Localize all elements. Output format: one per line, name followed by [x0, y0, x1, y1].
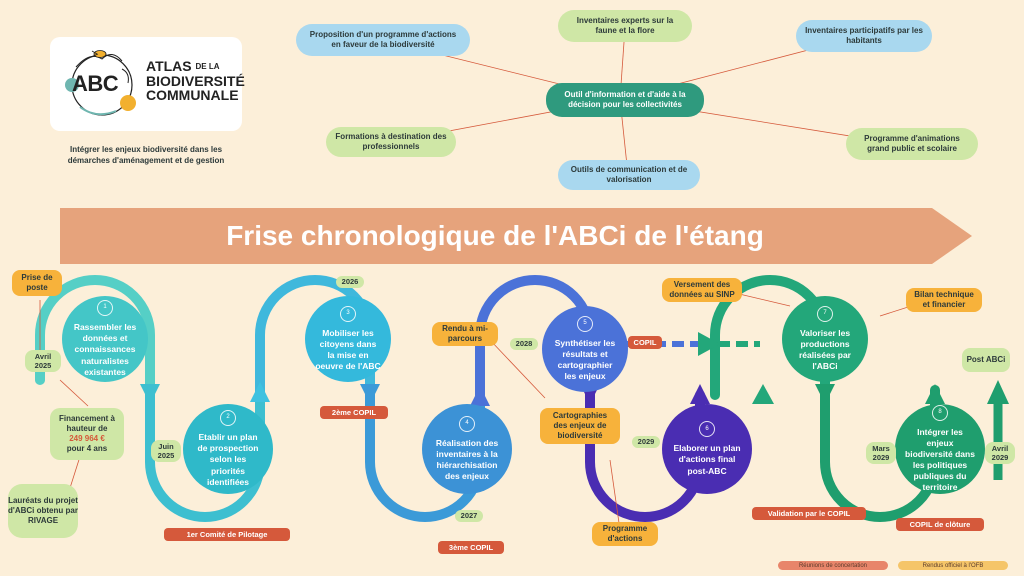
date-2026: 2026: [336, 276, 364, 288]
logo-atlas: ATLAS: [146, 58, 192, 74]
step-text: Rassembler les données et connaissances naturalistes existantes: [73, 322, 137, 377]
date-juin-2025: Juin 2025: [151, 440, 181, 462]
arrow-up-icon: [470, 386, 490, 406]
milestone-post-abci: Post ABCi: [962, 348, 1010, 372]
date-2028: 2028: [510, 338, 538, 350]
logo-de-la: DE LA: [195, 62, 220, 72]
copil-cloture: COPIL de clôture: [896, 518, 984, 531]
timeline-track: [0, 260, 1024, 576]
step-number: 3: [340, 306, 356, 322]
step-circle-6: [662, 404, 752, 494]
milestone-cartographies: Cartographies des enjeux de biodiversité: [540, 408, 620, 444]
step-circle-8: [895, 404, 985, 494]
financement-amount: 249 964 €: [69, 434, 105, 443]
step-number: 1: [97, 300, 113, 316]
financement-duration: pour 4 ans: [66, 444, 108, 453]
mindmap-proposition: Proposition d'un programme d'actions en faveur de la biodiversité: [296, 24, 470, 56]
arrow-up-icon: [752, 384, 774, 404]
date-2029: 2029: [632, 436, 660, 448]
arrow-down-icon: [140, 384, 160, 404]
banner-title: Frise chronologique de l'ABCi de l'étang: [226, 220, 764, 251]
step-number: 5: [577, 316, 593, 332]
copil-4: COPIL: [628, 336, 662, 349]
copil-2eme: 2ème COPIL: [320, 406, 388, 419]
legend-rendus: Rendus officiel à l'OFB: [898, 561, 1008, 570]
logo-biodiversite: BIODIVERSITÉ: [146, 72, 245, 89]
step-number: 2: [220, 410, 236, 426]
step-circle-4: [422, 404, 512, 494]
milestone-programme-actions: Programme d'actions: [592, 522, 658, 546]
arrow-down-icon: [815, 384, 835, 404]
step-number: 6: [699, 421, 715, 437]
date-avril-2025: Avril 2025: [25, 350, 61, 372]
milestone-bilan: Bilan technique et financier: [906, 288, 982, 312]
copil-validation: Validation par le COPIL: [752, 507, 866, 520]
tagline: Intégrer les enjeux biodiversité dans les démarches d'aménagement et de gestion: [67, 145, 225, 165]
step-text: Synthétiser les résultats et cartographier les enjeux: [554, 337, 616, 382]
step-circle-1: [62, 296, 148, 382]
step-circle-2: [183, 404, 273, 494]
step-circle-3: [305, 296, 391, 382]
arrow-up-icon: [925, 384, 945, 404]
mindmap-inventaires-experts: Inventaires experts sur la faune et la flore: [558, 10, 692, 42]
date-mars-2029: Mars 2029: [866, 442, 896, 464]
date-avril-2029: Avril 2029: [985, 442, 1015, 464]
mindmap-inventaires-participatifs: Inventaires participatifs par les habitants: [796, 20, 932, 52]
logo-communale: COMMUNALE: [146, 87, 239, 104]
step-circle-5: [542, 306, 628, 392]
logo-abc-text: ABC: [72, 71, 119, 96]
date-2027: 2027: [455, 510, 483, 522]
step-text: Etablir un plan de prospection selon les priorités identifiées: [197, 432, 259, 487]
milestone-financement: [50, 408, 124, 460]
step-text: Intégrer les enjeux biodiversité dans les politiques publiques du territoire: [905, 426, 975, 493]
step-number: 4: [459, 416, 475, 432]
step-number: 7: [817, 306, 833, 322]
copil-1er-comite: 1er Comité de Pilotage: [164, 528, 290, 541]
step-number: 8: [932, 405, 948, 421]
step-text: Valoriser les productions réalisées par l'ABCi: [799, 327, 851, 372]
milestone-laureats: Lauréats du projet d'ABCi obtenu par RIVAGE: [8, 484, 78, 538]
step-text: Elaborer un plan d'actions final post-ABC: [673, 443, 741, 476]
step-text: Réalisation des inventaires à la hiérarchisation des enjeux: [435, 437, 499, 482]
copil-3eme: 3ème COPIL: [438, 541, 504, 554]
mindmap-communication: Outils de communication et de valorisation: [558, 160, 700, 190]
milestone-versement-sinp: Versement des données au SINP: [662, 278, 742, 302]
step-circle-7: [782, 296, 868, 382]
mindmap-formations: Formations à destination des professionnels: [326, 127, 456, 157]
arrow-up-icon: [690, 384, 710, 404]
arrow-down-icon: [360, 384, 380, 404]
legend-reunions: Réunions de concertation: [778, 561, 888, 570]
mindmap-center-outil: Outil d'information et d'aide à la décision pour les collectivités: [546, 83, 704, 117]
milestone-rendu-mi-parcours: Rendu à mi-parcours: [432, 322, 498, 346]
step-text: Mobiliser les citoyens dans la mise en oeuvre de l'ABC: [315, 327, 381, 372]
mindmap-animations: Programme d'animations grand public et scolaire: [846, 128, 978, 160]
financement-label: Financement à hauteur de: [58, 414, 115, 433]
arrow-up-icon: [250, 382, 270, 402]
milestone-prise-de-poste: Prise de poste: [12, 270, 62, 296]
